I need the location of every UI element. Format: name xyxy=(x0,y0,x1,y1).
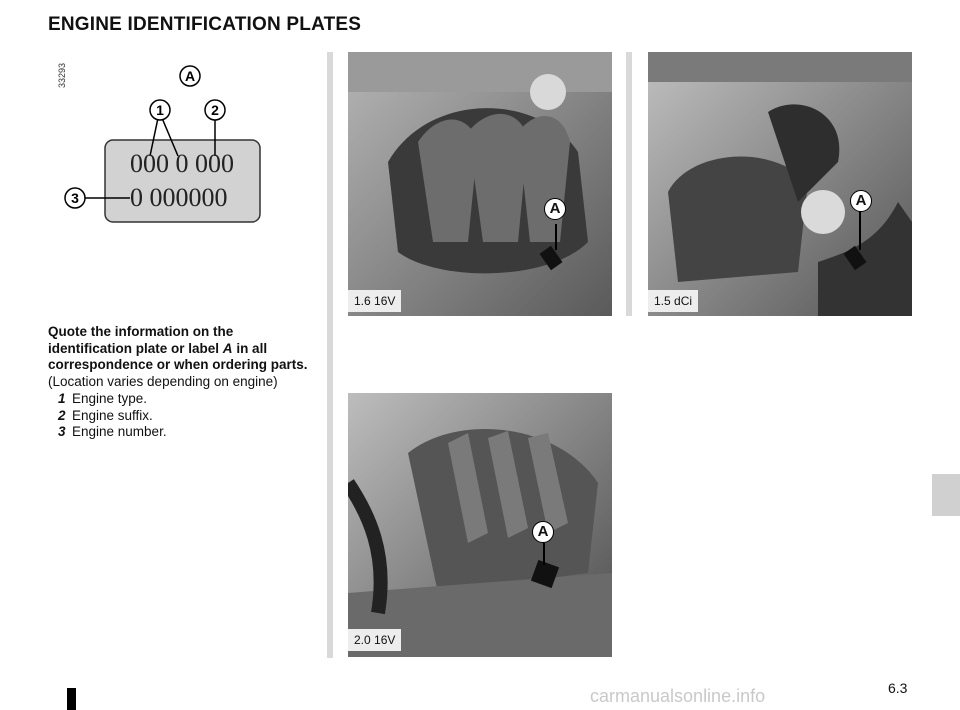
identification-plate-diagram xyxy=(60,60,270,230)
svg-text:1: 1 xyxy=(156,102,164,118)
page-number: 6.3 xyxy=(888,680,908,696)
chapter-side-tab xyxy=(932,474,960,516)
list-item: 2 Engine suffix. xyxy=(58,407,153,423)
engine-photo-1-6-16v xyxy=(348,52,612,316)
callout-1 xyxy=(150,100,170,120)
svg-text:3: 3 xyxy=(71,190,79,206)
page-title: ENGINE IDENTIFICATION PLATES xyxy=(48,14,362,35)
intro-paragraph: Quote the information on the identification plate or label A in all correspondence or when ordering parts. xyxy=(48,324,308,372)
svg-text:2: 2 xyxy=(211,102,219,118)
photo-label-a: A xyxy=(544,198,566,220)
column-divider xyxy=(626,52,632,316)
item-list xyxy=(58,391,167,441)
callout-2 xyxy=(205,100,225,120)
photo-caption: 1.6 16V xyxy=(348,290,401,312)
photo-caption: 1.5 dCi xyxy=(648,290,698,312)
list-item: 1 Engine type. xyxy=(58,391,148,406)
label-a-text: A xyxy=(184,68,196,84)
plate-line-2: 0 000000 xyxy=(130,183,228,212)
corner-mark xyxy=(67,688,76,710)
watermark: carmanualsonline.info xyxy=(590,686,766,706)
label-a-marker xyxy=(180,66,200,86)
plate-line-1: 000 0 000 xyxy=(130,149,234,178)
figure-ref-number: 33293 xyxy=(57,62,67,88)
photo-label-a: A xyxy=(532,521,554,543)
location-note: (Location varies depending on engine) xyxy=(48,374,278,389)
column-divider xyxy=(327,52,333,658)
photo-caption: 2.0 16V xyxy=(348,629,401,651)
engine-photo-2-0-16v xyxy=(348,393,612,657)
photo-label-a: A xyxy=(850,190,872,212)
list-item: 3 Engine number. xyxy=(58,424,167,439)
engine-photo-1-5-dci xyxy=(648,52,912,316)
callout-3 xyxy=(65,188,85,208)
